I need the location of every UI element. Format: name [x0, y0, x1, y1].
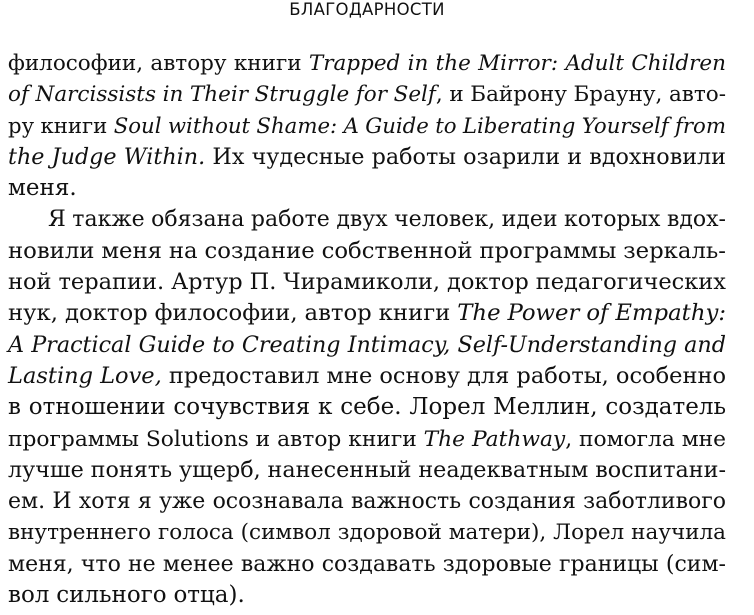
italic-text-run: Trapped in the Mirror: Adult Children: [308, 51, 727, 76]
text-run: ной терапии. Артур П. Чирамиколи, доктор педагогических: [8, 269, 726, 296]
text-run: ру книги: [8, 113, 114, 139]
text-line: [8, 48, 726, 79]
italic-text-run: The Power of Empathy:: [457, 300, 726, 327]
text-run: Их чудесные работы озарили и вдохновили: [205, 143, 727, 170]
text-line: [8, 142, 726, 173]
text-run: лучше понять ущерб, нанесенный неадекватным воспитани-: [8, 456, 726, 483]
italic-text-run: the Judge Within.: [8, 143, 206, 170]
text-line: [8, 204, 726, 235]
text-line: [8, 517, 726, 548]
text-line: [8, 267, 726, 298]
text-run: в отношении сочувствия к себе. Лорел Меллин, создатель: [8, 394, 726, 421]
text-line: [8, 580, 726, 611]
text-line: [8, 79, 726, 110]
text-line: [8, 424, 726, 455]
text-run: Я также обязана работе двух человек, идеи которых вдох-: [48, 207, 726, 233]
text-line: [8, 111, 726, 142]
text-run: , помогла мне: [565, 426, 727, 452]
text-line: [8, 173, 726, 204]
italic-text-run: Soul without Shame: A Guide to Liberating Yourself from: [113, 113, 726, 139]
text-run: нук, доктор философии, автор книги: [8, 300, 458, 327]
text-line: [8, 392, 726, 423]
text-line: [8, 361, 726, 392]
text-run: , и Байрону Брауну, авто-: [435, 82, 726, 108]
text-run: новили меня на создание собственной программы зеркаль-: [8, 237, 726, 264]
text-run: вол сильного отца).: [8, 582, 245, 609]
italic-text-run: The Pathway: [423, 426, 566, 452]
text-line: [8, 298, 726, 329]
text-line: [8, 236, 726, 267]
text-line: [8, 486, 726, 517]
text-line: [8, 330, 726, 361]
text-run: внутреннего голоса (символ здоровой матери), Лорел научила: [8, 520, 726, 546]
text-run: программы Solutions и автор книги: [8, 426, 424, 452]
text-run: предоставил мне основу для работы, особенно: [161, 362, 726, 389]
text-run: меня.: [8, 175, 77, 202]
body-text: [8, 48, 726, 611]
text-run: философии, автору книги: [8, 51, 309, 76]
text-line: [8, 455, 726, 486]
text-line: [8, 549, 726, 580]
italic-text-run: A Practical Guide to Creating Intimacy, Self-Understanding and: [8, 331, 726, 358]
text-run: ем. И хотя я уже осознавала важность создания заботливого: [8, 489, 726, 515]
running-head: БЛАГОДАРНОСТИ: [289, 0, 445, 19]
italic-text-run: Lasting Love,: [8, 362, 162, 389]
text-run: меня, что не менее важно создавать здоровые границы (сим-: [8, 551, 726, 577]
italic-text-run: of Narcissists in Their Struggle for Self: [8, 82, 436, 108]
